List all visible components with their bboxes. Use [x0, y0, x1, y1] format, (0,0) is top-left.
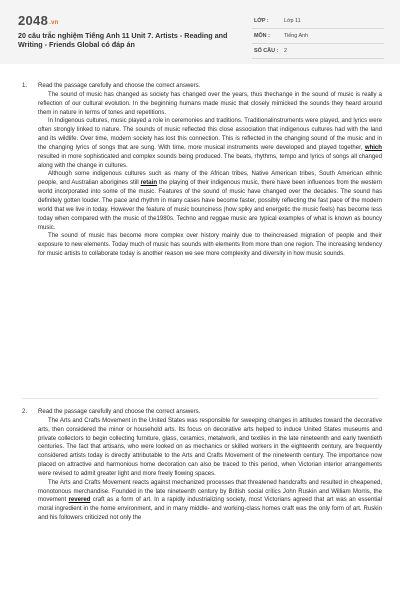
- question-instruction: Read the passage carefully and choose the correct answers.: [38, 409, 201, 415]
- question-number: 1.: [22, 83, 28, 89]
- passage-paragraph: [38, 117, 382, 170]
- passage-text: craft as a form of art. In a rapidly industrializing society, most Victorians agreed that art was an essential moral ingredient in the home environment, and in many middle- and working-class homes craft was the only form of art. Ruskin and his followers criticized not only the: [38, 497, 382, 522]
- passage-text: Although some indigenous cultures such as many of the African tribes, Native American tribes, South American ethnic people, and Australian aborigines still: [38, 171, 382, 187]
- logo-suffix: .vn: [49, 20, 59, 26]
- content-area: [0, 64, 400, 600]
- meta-key: SỐ CÂU :: [254, 48, 279, 54]
- meta-row-subject: [252, 29, 384, 44]
- passage-text: In Indigenous cultures, music played a role in ceremonies and traditions. Traditionalinstruments were played, and lyrics were often strongly linked to nature. The sounds of music reflected this close association that indigenous cultures had with the land and its wildlife. Over time, modern society has lost this connection. This is reflected in the changing sound of the music and in the changing lyrics of songs that are sung. With time, more musical instruments were developed and played together,: [38, 118, 382, 151]
- passage-text: resulted in more sophisticated and complex sounds being produced. The beats, rhythms, tempo and lyrics of songs all changed along with the change in cultures.: [38, 153, 382, 169]
- meta-key: LỚP :: [254, 18, 269, 24]
- question-number: 2.: [22, 409, 28, 415]
- meta-value: Lớp 11: [284, 18, 301, 24]
- logo-number: 2048: [18, 13, 49, 28]
- meta-value: 2: [284, 48, 287, 54]
- meta-value: Tiếng Anh: [284, 33, 309, 39]
- highlighted-word: retain: [140, 180, 158, 187]
- page-header: [0, 0, 400, 64]
- meta-row-count: [252, 44, 384, 59]
- meta-key: MÔN :: [254, 33, 270, 39]
- page-title: 20 câu trắc nghiệm Tiếng Anh 11 Unit 7. Artists - Reading and Writing - Friends Global có đáp án: [18, 31, 228, 50]
- passage-paragraph: [38, 170, 382, 232]
- question-body: [38, 408, 382, 523]
- passage-paragraph: The sound of music has changed as society has changed over the years, thus thechange in the sound of music is really a reflection of our cultural evolution. In the beginning humans made music that closely mimicked the sounds they heard around them in nature in terms of tones and repetitions.: [38, 91, 382, 116]
- highlighted-word: revered: [68, 497, 91, 504]
- meta-row-class: [252, 14, 384, 29]
- meta-table: [252, 14, 384, 59]
- question-instruction: Read the passage carefully and choose the correct answers.: [38, 83, 201, 89]
- passage-paragraph: The sound of music has become more complex over history mainly due to theincreased migration of people and their exposure to new elements. Today much of music has sounds with elements from more than one region. The increasing tendency for music artists to collaborate today is another reason we see more complexity and diversity in how music sounds.: [38, 233, 382, 258]
- highlighted-word: which: [364, 144, 382, 151]
- passage-paragraph: [38, 479, 382, 523]
- site-logo[interactable]: [18, 13, 59, 28]
- passage-paragraph: The Arts and Crafts Movement in the United States was responsible for sweeping changes in attitudes toward the decorative arts, then considered the minor or household arts. Its focus on decorative arts helped to induce United States museums and private collectors to begin collecting furniture, glass, ceramics, metalwork, and textiles in the late nineteenth and early twentieth centuries. The fact that artisans, who were looked on as mechanics or skilled workers in the eighteenth century, are frequently considered artists today is directly attributable to the Arts and Crafts Movement of the nineteenth century. The importance now placed on attractive and harmonious home decoration can also be traced to this period, when Victorian interior arrangements were revised to admit greater light and more freely flowing spaces.: [38, 417, 382, 477]
- passage-text: the playing of their indigenous music, there have been influences from the western world incorporated into some of the music. Features of the sound of music have changed over the decades. The sound has definitely gotten louder. The pace and rhythm in many cases have become faster, possibly reflecting the fast pace of the modern world that we live in today. However the feature of music bounciness (how spiky and energetic the music feels) has become less today when compared with the music of the1980s. Techno and reggae music are typical examples of what is known as bouncy music.: [38, 180, 382, 231]
- divider: [22, 398, 378, 399]
- question-body: [38, 82, 382, 259]
- passage-text: The Arts and Crafts Movement reacts against mechanized processes that threatened handcrafts and resulted in cheapened, monotonous merchandise. Founded in the late nineteenth century by British social critics John Ruskin and William Morris, the movement: [38, 479, 382, 504]
